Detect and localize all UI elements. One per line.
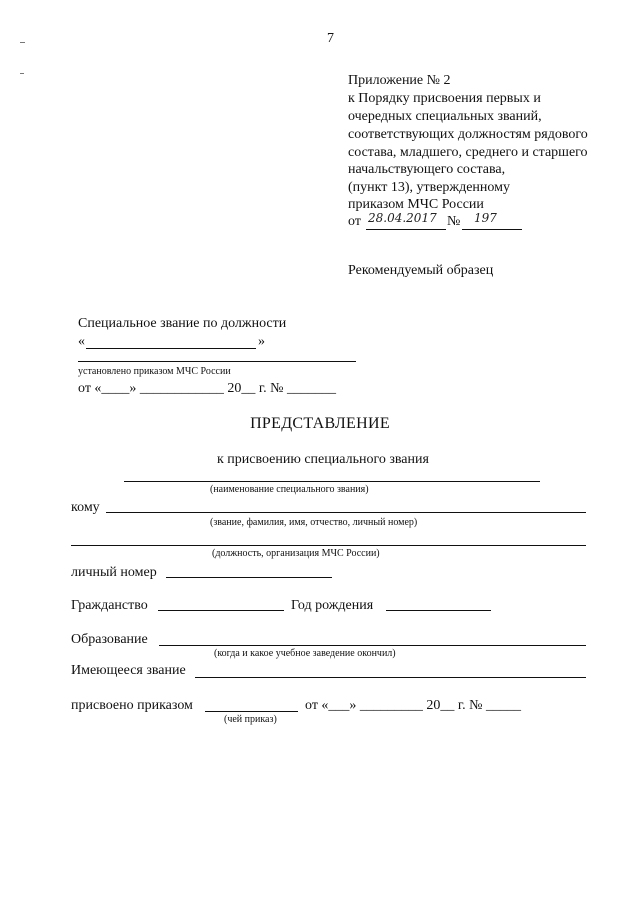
page-number: 7 xyxy=(327,31,334,46)
birth-year-label: Год рождения xyxy=(291,598,374,613)
appendix-line: состава, младшего, среднего и старшего xyxy=(348,145,588,160)
appendix-line: Приложение № 2 xyxy=(348,73,451,88)
appendix-number-label: № xyxy=(447,214,461,229)
established-date-line: от «____» ____________ 20__ г. № _______ xyxy=(78,381,336,396)
current-rank-line xyxy=(195,677,586,678)
birth-year-line xyxy=(386,610,491,611)
rank-title: Специальное звание по должности xyxy=(78,316,287,331)
document-heading: ПРЕДСТАВЛЕНИЕ xyxy=(250,415,390,432)
to-caption: (звание, фамилия, имя, отчество, личный номер) xyxy=(210,517,418,528)
handwritten-number: 197 xyxy=(474,211,497,225)
position-caption: (должность, организация МЧС России) xyxy=(212,548,380,559)
appendix-line: очередных специальных званий, xyxy=(348,109,542,124)
quote-open: « xyxy=(78,334,85,349)
education-caption: (когда и какое учебное заведение окончил) xyxy=(214,648,396,659)
appendix-line: к Порядку присвоения первых и xyxy=(348,91,541,106)
scan-mark xyxy=(20,73,24,74)
scan-mark xyxy=(20,42,25,43)
appendix-from-label: от xyxy=(348,214,361,229)
quote-close: » xyxy=(258,334,265,349)
appendix-line: (пункт 13), утвержденному xyxy=(348,180,510,195)
established-caption: установлено приказом МЧС России xyxy=(78,366,231,377)
order-caption: (чей приказ) xyxy=(224,714,277,725)
current-rank-label: Имеющееся звание xyxy=(71,663,186,678)
rank-separator-line xyxy=(78,361,356,362)
number-underline xyxy=(462,229,522,230)
education-line xyxy=(159,645,586,646)
date-underline xyxy=(366,229,446,230)
to-field-line xyxy=(106,512,586,513)
to-label: кому xyxy=(71,500,100,515)
rank-field-line xyxy=(86,348,256,349)
personal-number-label: личный номер xyxy=(71,565,157,580)
appendix-line: приказом МЧС России xyxy=(348,197,484,212)
document-subheading: к присвоению специального звания xyxy=(217,452,429,467)
order-line xyxy=(205,711,298,712)
rank-name-line xyxy=(124,481,540,482)
citizenship-label: Гражданство xyxy=(71,598,148,613)
citizenship-line xyxy=(158,610,284,611)
position-field-line xyxy=(71,545,586,546)
assigned-date-line: от «___» _________ 20__ г. № _____ xyxy=(305,698,521,713)
handwritten-date: 28.04.2017 xyxy=(368,211,437,225)
sample-label: Рекомендуемый образец xyxy=(348,263,494,278)
rank-name-caption: (наименование специального звания) xyxy=(210,484,369,495)
education-label: Образование xyxy=(71,632,148,647)
assigned-label: присвоено приказом xyxy=(71,698,193,713)
appendix-line: начальствующего состава, xyxy=(348,162,506,177)
personal-number-line xyxy=(166,577,332,578)
appendix-line: соответствующих должностям рядового xyxy=(348,127,588,142)
